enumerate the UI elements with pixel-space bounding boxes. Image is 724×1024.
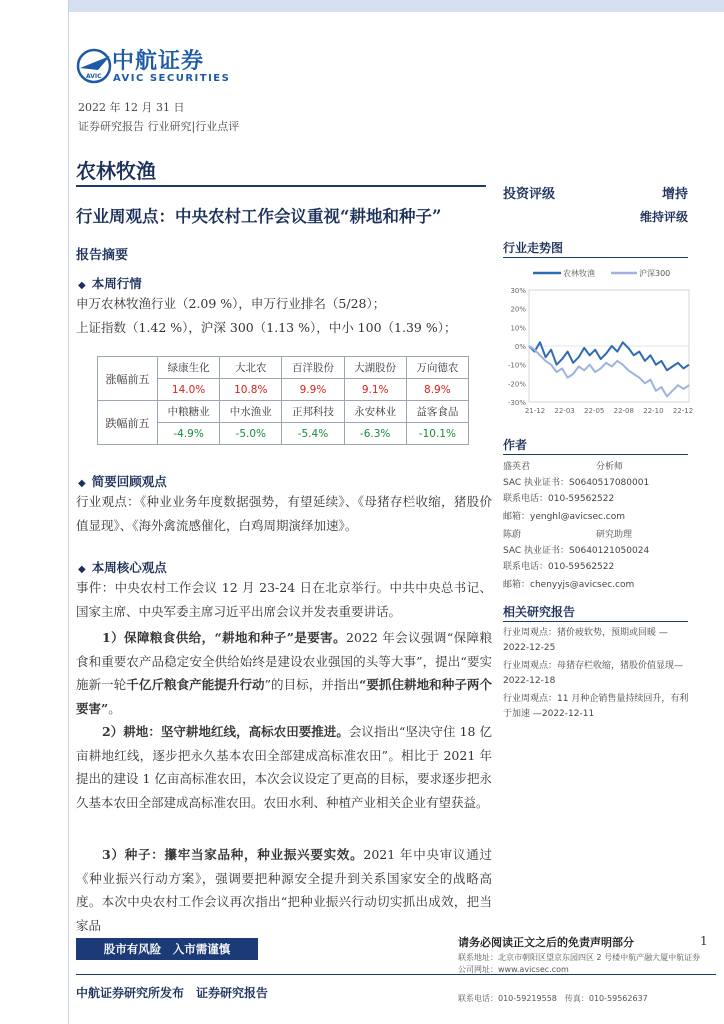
chart-legend — [533, 268, 670, 278]
y-tick-label: 20% — [510, 305, 526, 314]
top-name-5: 万向德农 — [406, 357, 468, 379]
risk-banner-text: 股市有风险 入市需谨慎 — [103, 942, 231, 956]
x-tick-label: 22-10 — [643, 407, 664, 415]
x-tick-label: 22-03 — [554, 407, 575, 415]
core-food-supply-bold-2: 千亿斤粮食产能提升行动 — [126, 677, 265, 692]
core-seeds-paragraph — [76, 843, 492, 937]
bottom-value-2: -5.0% — [220, 423, 282, 445]
diamond-bullet-icon: ◆ — [78, 478, 86, 489]
report-headline: 行业周观点：中央农村工作会议重视“耕地和种子” — [76, 207, 442, 226]
top-value-3: 9.9% — [282, 379, 344, 401]
author-2-role: 研究助理 — [596, 530, 633, 540]
author-2-phone: 联系电话：010-59562522 — [503, 562, 615, 572]
author-2-name: 陈蔚 — [503, 530, 522, 540]
core-farmland-paragraph — [76, 720, 492, 814]
top-value-5: 8.9% — [406, 379, 468, 401]
bottom-name-1: 中粮糖业 — [158, 401, 220, 423]
x-tick-label: 22-12 — [672, 407, 693, 415]
y-tick-label: -10% — [507, 361, 526, 370]
core-heading-text: 本周核心观点 — [91, 560, 167, 575]
top-value-2: 10.8% — [220, 379, 282, 401]
related-item-1[interactable]: 行业周观点：猪价疲软势，预期或回暖 —2022-12-25 — [503, 628, 668, 653]
x-tick-label: 22-05 — [584, 407, 605, 415]
trend-divider — [503, 257, 688, 258]
core-food-supply-bold-3: “要抓住耕地和种子两个要害” — [76, 677, 492, 716]
authors-title: 作者 — [503, 438, 528, 452]
rating-sub: 维持评级 — [639, 210, 688, 224]
related-divider — [503, 621, 688, 622]
author-2-sac: SAC 执业证书：S0640121050024 — [503, 546, 650, 556]
core-seeds-lead: 3）种子：攥牢当家品种，种业振兴要实效。 — [102, 847, 364, 862]
core-heading — [78, 558, 167, 576]
core-food-supply-paragraph — [76, 626, 492, 720]
author-1-role: 分析师 — [596, 462, 624, 472]
core-food-supply-lead: 1）保障粮食供给，“耕地和种子”是要害。 — [102, 630, 347, 645]
x-tick-label: 22-08 — [613, 407, 634, 415]
y-tick-label: 0% — [514, 343, 526, 351]
review-heading-text: 简要回顾观点 — [91, 474, 167, 489]
top-name-3: 百洋股份 — [282, 357, 344, 379]
top-color-bar — [68, 0, 724, 12]
legend-label-hs300: 沪深300 — [639, 269, 671, 278]
bottom-five-label: 跌幅前五 — [98, 401, 158, 445]
chart-series — [529, 342, 689, 396]
core-food-supply-text-2: ”的目标，并指出 — [264, 677, 360, 692]
page-number: 1 — [700, 934, 708, 948]
bottom-name-4: 永安林业 — [344, 401, 406, 423]
top-name-4: 大湖股份 — [344, 357, 406, 379]
trend-chart — [503, 262, 693, 427]
author-1-name: 盛英君 — [503, 462, 531, 472]
footer-website[interactable]: 公司网址：www.avicsec.com — [458, 965, 569, 974]
weekly-line-2: 上证指数（1.42 %），沪深 300（1.13 %），中小 100（1.39 %）； — [76, 320, 457, 335]
top-name-2: 大北农 — [220, 357, 282, 379]
core-food-supply-text-1: 2022 年会议强调“保障粮食和重要农产品稳定安全供给始终是建设农业强国的头等大事”，提出“要实施新一轮 — [76, 630, 492, 692]
legend-label-agri: 农林牧渔 — [563, 269, 595, 278]
disclaimer-note: 请务必阅读正文之后的免责声明部分 — [458, 936, 634, 949]
x-tick-label: 21-12 — [524, 407, 546, 415]
rating-label: 投资评级 — [503, 187, 556, 202]
footer-divider — [76, 974, 716, 975]
bottom-value-1: -4.9% — [158, 423, 220, 445]
report-date: 2022 年 12 月 31 日 — [78, 101, 185, 114]
bottom-value-5: -10.1% — [406, 423, 468, 445]
related-item-2[interactable]: 行业周观点：母猪存栏收缩，猪股价值显现—2022-12-18 — [503, 661, 684, 686]
related-item-3[interactable]: 行业周观点：11 月种企销售量持续回升，有利于加速 —2022-12-11 — [503, 694, 689, 719]
bottom-name-5: 益客食品 — [406, 401, 468, 423]
top-value-4: 9.1% — [344, 379, 406, 401]
top-name-1: 绿康生化 — [158, 357, 220, 379]
weekly-line-1: 申万农林牧渔行业（2.09 %），申万行业排名（5/28）； — [76, 296, 386, 311]
sector-title: 农林牧渔 — [76, 159, 156, 183]
report-type: 证券研究报告 行业研究|行业点评 — [78, 120, 240, 133]
trend-title: 行业走势图 — [503, 241, 564, 255]
author-1-sac: SAC 执业证书：S0640517080001 — [503, 478, 650, 488]
rating-value: 增持 — [661, 187, 688, 202]
summary-heading: 报告摘要 — [76, 248, 129, 263]
title-divider — [76, 185, 486, 187]
y-tick-label: -30% — [507, 399, 526, 407]
author-1-phone: 联系电话：010-59562522 — [503, 494, 615, 504]
top-value-1: 14.0% — [158, 379, 220, 401]
authors-divider — [503, 454, 688, 455]
y-tick-label: -20% — [507, 380, 526, 389]
related-title: 相关研究报告 — [503, 605, 576, 619]
y-tick-label: 10% — [510, 324, 526, 333]
footer-address: 联系地址：北京市朝阳区望京东园四区 2 号楼中航产融大厦中航证券 — [458, 953, 701, 962]
review-heading — [78, 472, 167, 490]
footer-publisher: 中航证券研究所发布 证券研究报告 — [76, 986, 269, 1000]
table-row — [98, 401, 469, 423]
core-event-paragraph: 事件：中央农村工作会议 12 月 23-24 日在北京举行。中共中央总书记、国家主席、中央军委主席习近平出席会议并发表重要讲话。 — [76, 580, 492, 619]
table-row — [98, 357, 469, 379]
core-food-supply-text-3: 。 — [108, 700, 121, 716]
bottom-name-3: 正邦科技 — [282, 401, 344, 423]
core-farmland-lead: 2）耕地：坚守耕地红线，高标农田要推进。 — [102, 724, 349, 739]
top-five-label: 涨幅前五 — [98, 357, 158, 401]
bottom-name-2: 中水渔业 — [220, 401, 282, 423]
weekly-heading — [78, 274, 142, 292]
review-text: 行业观点：《种业业务年度数据强势，有望延续》、《母猪存栏收缩，猪股价值显现》、《海外禽流感催化，白鸡周期演绎加速》。 — [76, 494, 492, 533]
weekly-heading-text: 本周行情 — [91, 276, 142, 291]
logo-mark: AVIC — [86, 73, 102, 80]
left-margin-line — [68, 0, 69, 1024]
brand-name-en: AVIC SECURITIES — [113, 73, 231, 84]
core-farmland-text: 会议指出“坚决守住 18 亿亩耕地红线，逐步把永久基本农田全部建成高标准农田”。相比于 2021 年提出的建设 1 亿亩高标准农田，本次会议设定了更高的目标，要求逐步把永久基本农田全部建成高标准农田。农田水利、种植产业相关企业有望获益。 — [76, 724, 492, 810]
author-1-email[interactable]: 邮箱：yenghl@avicsec.com — [503, 512, 626, 522]
y-tick-label: 30% — [510, 287, 526, 295]
core-seeds-text: 2021 年中央审议通过《种业振兴行动方案》，强调要把种源安全提升到关系国家安全的战略高度。本次中央农村工作会议再次指出“把种业振兴行动切实抓出成效，把当家品 — [76, 847, 492, 933]
author-2-email[interactable]: 邮箱：chenyyjs@avicsec.com — [503, 580, 635, 590]
diamond-bullet-icon: ◆ — [78, 280, 86, 291]
footer-phone-fax: 联系电话：010-59219558 传真：010-59562637 — [458, 994, 648, 1003]
bottom-value-3: -5.4% — [282, 423, 344, 445]
top-bottom-movers-table — [97, 356, 469, 445]
bottom-value-4: -6.3% — [344, 423, 406, 445]
brand-name-cn: 中航证券 — [112, 49, 205, 74]
diamond-bullet-icon: ◆ — [78, 564, 86, 575]
